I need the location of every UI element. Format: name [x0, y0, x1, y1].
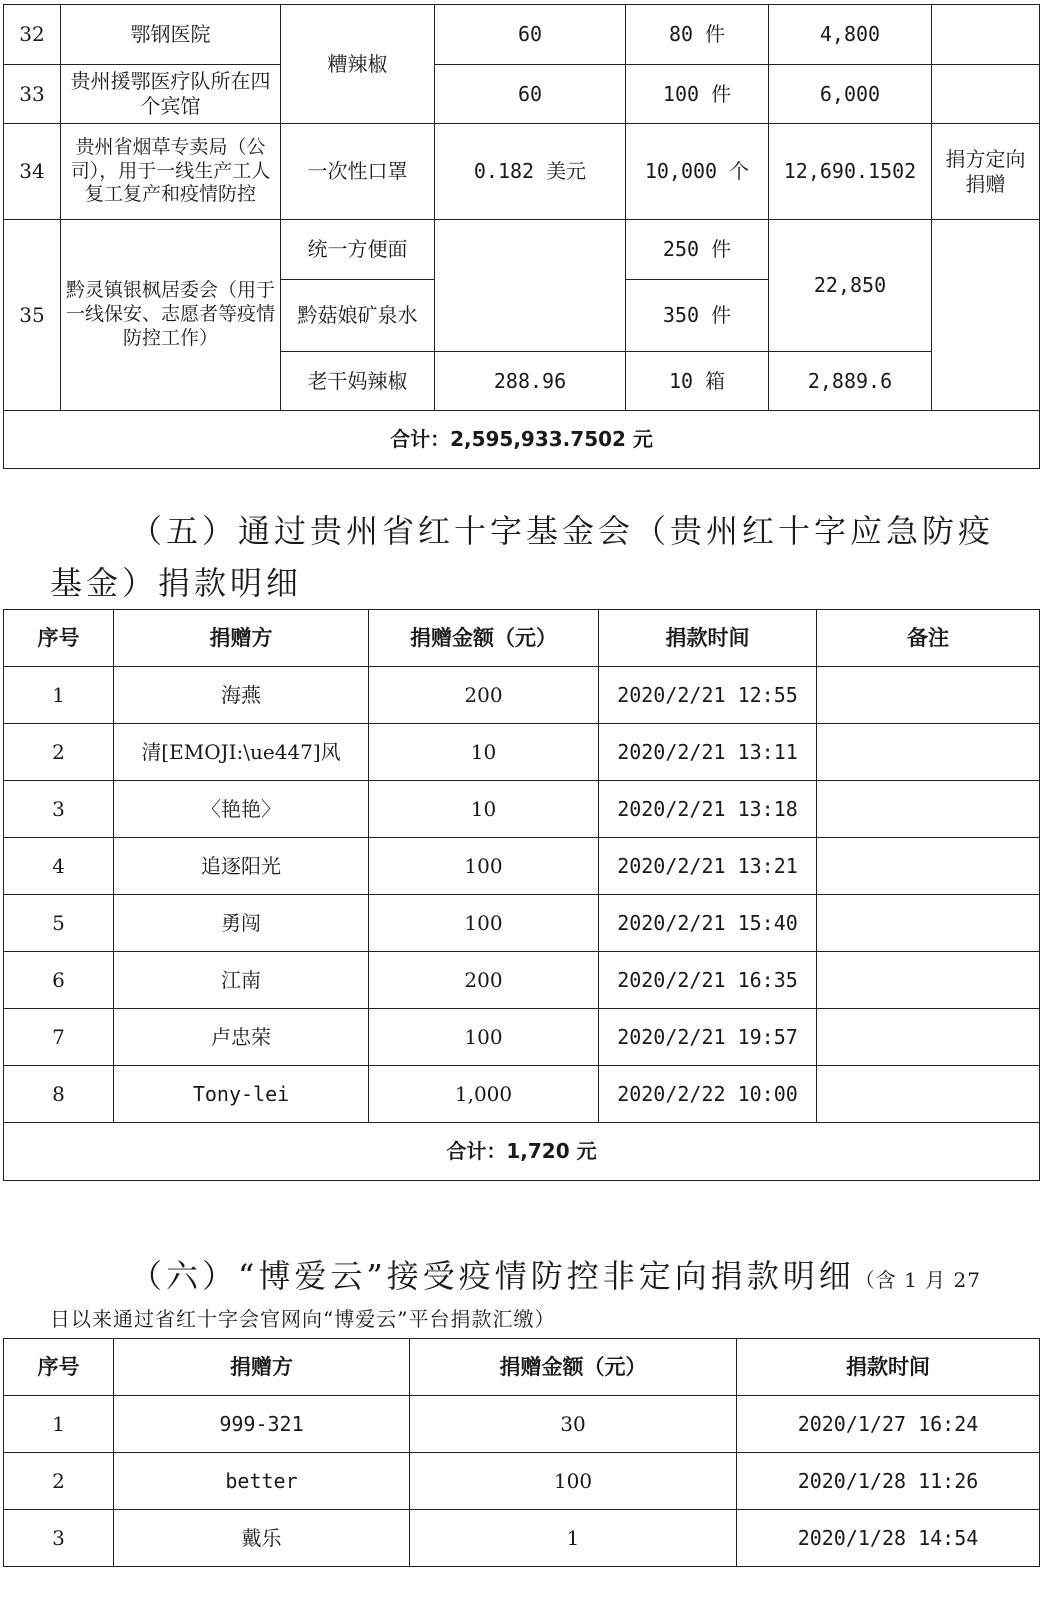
- table-row: [4, 895, 1040, 952]
- donor-cell: 999-321: [114, 1396, 410, 1453]
- quantity-cell: 100 件: [626, 65, 769, 124]
- section-heading-6-main: （六）“博爱云”接受疫情防控非定向捐款明细: [130, 1257, 855, 1295]
- section-heading-6-note-b: 日以来通过省红十字会官网向“博爱云”平台捐款汇缴）: [50, 1307, 556, 1331]
- header-time: 捐款时间: [737, 1339, 1040, 1396]
- donor-cell: Tony-lei: [114, 1066, 369, 1123]
- time-cell: 2020/1/28 11:26: [737, 1453, 1040, 1510]
- row-number: 5: [4, 895, 114, 952]
- table-row: [4, 1396, 1040, 1453]
- amount-cell: 100: [369, 895, 599, 952]
- section-heading-6-note: [50, 1304, 555, 1334]
- quantity-cell: 350 件: [626, 280, 769, 352]
- row-number: 34: [4, 124, 61, 220]
- donor-cell: 江南: [114, 952, 369, 1009]
- item-cell: 糟辣椒: [281, 5, 435, 124]
- section-heading-5: [130, 505, 994, 557]
- table-row: [4, 1453, 1040, 1510]
- note-cell: [817, 1009, 1040, 1066]
- table-row: [4, 781, 1040, 838]
- time-cell: 2020/2/21 13:21: [599, 838, 817, 895]
- header-amount: 捐赠金额（元）: [410, 1339, 737, 1396]
- amount-cell: 2,889.6: [769, 352, 932, 411]
- header-donor: 捐赠方: [114, 1339, 410, 1396]
- donation-items-table: [3, 4, 1040, 469]
- row-number: 6: [4, 952, 114, 1009]
- table-row: [4, 1510, 1040, 1567]
- row-number: 35: [4, 220, 61, 411]
- table-row: [4, 124, 1040, 220]
- amount-cell: 30: [410, 1396, 737, 1453]
- section-heading-6-note-a: （含 1 月 27: [854, 1268, 981, 1292]
- item-cell: 统一方便面: [281, 220, 435, 280]
- donee-cell: 贵州援鄂医疗队所在四个宾馆: [61, 65, 281, 124]
- row-number: 3: [4, 1510, 114, 1567]
- table-header-row: [4, 610, 1040, 667]
- row-number: 3: [4, 781, 114, 838]
- donor-cell: better: [114, 1453, 410, 1510]
- donor-cell: 追逐阳光: [114, 838, 369, 895]
- note-cell: [817, 781, 1040, 838]
- donor-cell: 勇闯: [114, 895, 369, 952]
- donor-cell: 戴乐: [114, 1510, 410, 1567]
- table-row: [4, 1066, 1040, 1123]
- row-number: 2: [4, 724, 114, 781]
- boaiyun-donation-table: [3, 1338, 1040, 1567]
- amount-cell: 200: [369, 667, 599, 724]
- quantity-cell: 10 箱: [626, 352, 769, 411]
- amount-cell: 10: [369, 724, 599, 781]
- table-row: [4, 667, 1040, 724]
- note-cell: [932, 220, 1040, 411]
- time-cell: 2020/2/21 13:18: [599, 781, 817, 838]
- amount-cell: 12,690.1502: [769, 124, 932, 220]
- total-cell: 合计：1,720 元: [4, 1123, 1040, 1181]
- header-time: 捐款时间: [599, 610, 817, 667]
- quantity-cell: 250 件: [626, 220, 769, 280]
- amount-cell: 10: [369, 781, 599, 838]
- header-note: 备注: [817, 610, 1040, 667]
- note-cell: [817, 895, 1040, 952]
- header-number: 序号: [4, 610, 114, 667]
- row-number: 32: [4, 5, 61, 65]
- table-row: [4, 5, 1040, 65]
- table-row: [4, 220, 1040, 280]
- table-row: [4, 1009, 1040, 1066]
- total-row: [4, 1123, 1040, 1181]
- time-cell: 2020/1/27 16:24: [737, 1396, 1040, 1453]
- table-row: [4, 724, 1040, 781]
- header-number: 序号: [4, 1339, 114, 1396]
- table-row: [4, 952, 1040, 1009]
- header-amount: 捐赠金额（元）: [369, 610, 599, 667]
- header-donor: 捐赠方: [114, 610, 369, 667]
- donee-cell: 鄂钢医院: [61, 5, 281, 65]
- note-cell: [817, 667, 1040, 724]
- amount-cell: 1,000: [369, 1066, 599, 1123]
- item-cell: 老干妈辣椒: [281, 352, 435, 411]
- amount-cell: 6,000: [769, 65, 932, 124]
- price-cell: 288.96: [435, 352, 626, 411]
- note-cell: [817, 838, 1040, 895]
- section-heading-5-line2: 基金）捐款明细: [50, 564, 303, 602]
- time-cell: 2020/2/21 12:55: [599, 667, 817, 724]
- note-cell: [817, 1066, 1040, 1123]
- time-cell: 2020/2/21 19:57: [599, 1009, 817, 1066]
- row-number: 4: [4, 838, 114, 895]
- note-cell: [932, 5, 1040, 65]
- donor-cell: 海燕: [114, 667, 369, 724]
- row-number: 7: [4, 1009, 114, 1066]
- amount-cell: 22,850: [769, 220, 932, 352]
- quantity-cell: 80 件: [626, 5, 769, 65]
- time-cell: 2020/2/21 13:11: [599, 724, 817, 781]
- quantity-cell: 10,000 个: [626, 124, 769, 220]
- donor-cell: 〈艳艳〉: [114, 781, 369, 838]
- total-cell: 合计：2,595,933.7502 元: [4, 411, 1040, 469]
- donee-cell: 黔灵镇银枫居委会（用于一线保安、志愿者等疫情防控工作）: [61, 220, 281, 411]
- time-cell: 2020/2/21 15:40: [599, 895, 817, 952]
- note-cell: [932, 65, 1040, 124]
- donee-cell: 贵州省烟草专卖局（公司），用于一线生产工人复工复产和疫情防控: [61, 124, 281, 220]
- row-number: 2: [4, 1453, 114, 1510]
- total-row: [4, 411, 1040, 469]
- amount-cell: 100: [369, 838, 599, 895]
- row-number: 1: [4, 667, 114, 724]
- fund-donation-table: [3, 609, 1040, 1181]
- price-cell: 60: [435, 65, 626, 124]
- amount-cell: 100: [369, 1009, 599, 1066]
- section-heading-5-line1: （五）通过贵州省红十字基金会（贵州红十字应急防疫: [130, 512, 995, 550]
- price-cell: [435, 220, 626, 352]
- amount-cell: 4,800: [769, 5, 932, 65]
- row-number: 33: [4, 65, 61, 124]
- item-cell: 一次性口罩: [281, 124, 435, 220]
- price-cell: 60: [435, 5, 626, 65]
- table-row: [4, 838, 1040, 895]
- amount-cell: 200: [369, 952, 599, 1009]
- table-header-row: [4, 1339, 1040, 1396]
- amount-cell: 100: [410, 1453, 737, 1510]
- item-cell: 黔菇娘矿泉水: [281, 280, 435, 352]
- time-cell: 2020/2/22 10:00: [599, 1066, 817, 1123]
- amount-cell: 1: [410, 1510, 737, 1567]
- time-cell: 2020/2/21 16:35: [599, 952, 817, 1009]
- section-heading-5-cont: [50, 557, 302, 609]
- donor-cell: 卢忠荣: [114, 1009, 369, 1066]
- row-number: 1: [4, 1396, 114, 1453]
- time-cell: 2020/1/28 14:54: [737, 1510, 1040, 1567]
- note-cell: [817, 724, 1040, 781]
- note-cell: 捐方定向捐赠: [932, 124, 1040, 220]
- row-number: 8: [4, 1066, 114, 1123]
- donor-cell: 清[EMOJI:\ue447]风: [114, 724, 369, 781]
- table-row: [4, 65, 1040, 124]
- section-heading-6: [130, 1250, 981, 1306]
- note-cell: [817, 952, 1040, 1009]
- price-cell: 0.182 美元: [435, 124, 626, 220]
